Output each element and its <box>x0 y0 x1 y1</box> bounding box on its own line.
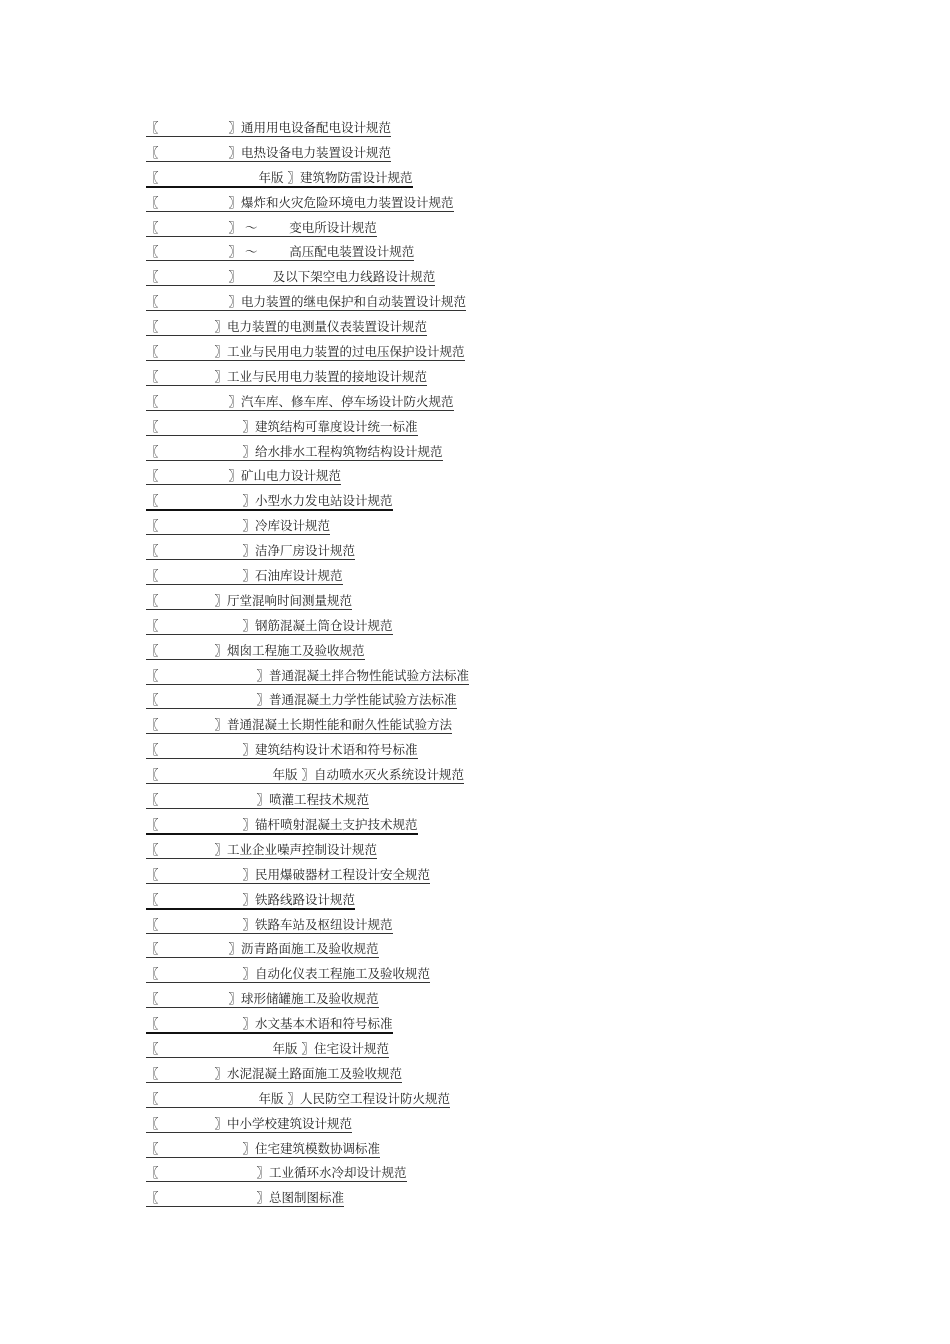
standard-link[interactable] <box>146 742 418 759</box>
list-item <box>146 442 469 467</box>
list-item <box>146 193 469 218</box>
standard-link[interactable] <box>146 966 430 983</box>
open-bracket: 〖 <box>146 1040 159 1056</box>
list-item <box>146 815 469 840</box>
list-item <box>146 342 469 367</box>
list-item <box>146 143 469 168</box>
list-item <box>146 218 469 243</box>
standard-link[interactable] <box>146 1066 402 1083</box>
list-item <box>146 765 469 790</box>
open-bracket: 〖 <box>146 219 159 235</box>
list-item <box>146 242 469 267</box>
list-item <box>146 964 469 989</box>
standard-link[interactable] <box>146 344 465 361</box>
standard-link[interactable] <box>146 717 452 734</box>
open-bracket: 〖 <box>146 1140 159 1156</box>
open-bracket: 〖 <box>146 816 159 832</box>
open-bracket: 〖 <box>146 891 159 907</box>
open-bracket: 〖 <box>146 1165 159 1181</box>
standard-link[interactable] <box>146 244 414 261</box>
standard-title: 〗中小学校建筑设计规范 <box>214 1115 353 1131</box>
list-item <box>146 1139 469 1164</box>
standard-title: 〗冷库设计规范 <box>242 518 331 534</box>
open-bracket: 〖 <box>146 144 159 160</box>
standard-link[interactable] <box>146 593 352 610</box>
standard-title: 〗汽车库、修车库、停车场设计防火规范 <box>228 393 454 409</box>
standard-link[interactable] <box>146 991 379 1008</box>
open-bracket: 〖 <box>146 468 159 484</box>
open-bracket: 〖 <box>146 368 159 384</box>
standard-title: 〗工业与民用电力装置的过电压保护设计规范 <box>214 344 465 360</box>
list-item <box>146 466 469 491</box>
standard-link[interactable] <box>146 817 418 835</box>
standard-title: 〗电力装置的继电保护和自动装置设计规范 <box>228 294 467 310</box>
standard-title: 〗锚杆喷射混凝土支护技术规范 <box>242 816 418 832</box>
list-item <box>146 1188 469 1213</box>
open-bracket: 〖 <box>146 667 159 683</box>
standard-link[interactable] <box>146 1041 389 1058</box>
standard-title: 〗住宅建筑模数协调标准 <box>242 1140 381 1156</box>
list-item <box>146 541 469 566</box>
standard-title: 〗总图制图标准 <box>256 1190 345 1206</box>
list-item <box>146 915 469 940</box>
open-bracket: 〖 <box>146 866 159 882</box>
standard-title: 〗民用爆破器材工程设计安全规范 <box>242 866 431 882</box>
list-item <box>146 840 469 865</box>
standard-link[interactable] <box>146 618 393 635</box>
list-item <box>146 566 469 591</box>
list-item <box>146 591 469 616</box>
open-bracket: 〖 <box>146 269 159 285</box>
standard-title: 〗矿山电力设计规范 <box>228 468 342 484</box>
standard-title: 〗普通混凝土拌合物性能试验方法标准 <box>256 667 470 683</box>
standard-link[interactable] <box>146 842 377 859</box>
list-item <box>146 939 469 964</box>
open-bracket: 〖 <box>146 169 159 185</box>
standard-link[interactable] <box>146 444 443 461</box>
open-bracket: 〖 <box>146 344 159 360</box>
open-bracket: 〖 <box>146 120 159 135</box>
standard-link[interactable] <box>146 1141 380 1158</box>
list-item <box>146 790 469 815</box>
open-bracket: 〖 <box>146 1016 159 1032</box>
open-bracket: 〖 <box>146 742 159 758</box>
standard-link[interactable] <box>146 892 355 910</box>
standard-link[interactable] <box>146 518 330 535</box>
open-bracket: 〖 <box>146 1065 159 1081</box>
standard-link[interactable] <box>146 867 430 884</box>
list-item <box>146 417 469 442</box>
standard-title: 〗喷灌工程技术规范 <box>256 792 370 808</box>
standard-title: 〗洁净厂房设计规范 <box>242 543 356 559</box>
list-item <box>146 1014 469 1039</box>
standard-title: 〗电热设备电力装置设计规范 <box>228 144 392 160</box>
open-bracket: 〖 <box>146 518 159 534</box>
standard-link[interactable] <box>146 319 427 336</box>
standard-link[interactable] <box>146 120 391 137</box>
open-bracket: 〖 <box>146 941 159 957</box>
list-item <box>146 890 469 915</box>
open-bracket: 〖 <box>146 841 159 857</box>
open-bracket: 〖 <box>146 393 159 409</box>
standard-link[interactable] <box>146 369 427 386</box>
standard-link[interactable] <box>146 917 393 934</box>
standard-title: 〗厅堂混响时间测量规范 <box>214 592 353 608</box>
list-item <box>146 865 469 890</box>
open-bracket: 〖 <box>146 244 159 260</box>
standard-link[interactable] <box>146 419 418 436</box>
standard-link[interactable] <box>146 394 454 411</box>
standard-title: 〗普通混凝土力学性能试验方法标准 <box>256 692 457 708</box>
standard-title: 〗沥青路面施工及验收规范 <box>228 941 379 957</box>
standard-link[interactable] <box>146 1116 352 1133</box>
standard-title: 〗 及以下架空电力线路设计规范 <box>228 269 436 285</box>
open-bracket: 〖 <box>146 1115 159 1131</box>
standard-title: 〗水泥混凝土路面施工及验收规范 <box>214 1065 403 1081</box>
standard-title: 〗工业循环水冷却设计规范 <box>256 1165 407 1181</box>
standard-title: 〗 ～ 变电所设计规范 <box>228 219 377 235</box>
open-bracket: 〖 <box>146 319 159 335</box>
list-item <box>146 516 469 541</box>
standard-link[interactable] <box>146 668 469 685</box>
standard-link[interactable] <box>146 643 365 660</box>
open-bracket: 〖 <box>146 418 159 434</box>
standard-link[interactable] <box>146 493 393 511</box>
standard-title: 〗普通混凝土长期性能和耐久性能试验方法 <box>214 717 453 733</box>
standard-link[interactable] <box>146 767 464 784</box>
standard-title: 〗水文基本术语和符号标准 <box>242 1016 393 1032</box>
list-item <box>146 616 469 641</box>
open-bracket: 〖 <box>146 717 159 733</box>
standard-title: 年版 〗自动喷水灭火系统设计规范 <box>272 767 464 783</box>
standard-link[interactable] <box>146 195 454 212</box>
list-item <box>146 1163 469 1188</box>
standard-title: 〗建筑结构设计术语和符号标准 <box>242 742 418 758</box>
list-item <box>146 292 469 317</box>
standard-link[interactable] <box>146 568 343 585</box>
standard-title: 〗 ～ 高压配电装置设计规范 <box>228 244 415 260</box>
open-bracket: 〖 <box>146 617 159 633</box>
open-bracket: 〖 <box>146 1190 159 1206</box>
standard-title: 〗铁路车站及枢纽设计规范 <box>242 916 393 932</box>
standard-title: 〗工业企业噪声控制设计规范 <box>214 841 378 857</box>
standard-link[interactable] <box>146 1016 393 1034</box>
standard-title: 〗烟囱工程施工及验收规范 <box>214 642 365 658</box>
standard-link[interactable] <box>146 792 369 809</box>
standard-title: 〗球形储罐施工及验收规范 <box>228 991 379 1007</box>
standard-link[interactable] <box>146 692 457 709</box>
standard-title: 〗工业与民用电力装置的接地设计规范 <box>214 368 428 384</box>
standard-title: 年版 〗建筑物防雷设计规范 <box>258 169 413 185</box>
standard-title: 〗铁路线路设计规范 <box>242 891 356 907</box>
list-item <box>146 367 469 392</box>
list-item <box>146 118 469 143</box>
standard-link[interactable] <box>146 269 435 286</box>
open-bracket: 〖 <box>146 443 159 459</box>
open-bracket: 〖 <box>146 692 159 708</box>
standard-link[interactable] <box>146 294 466 311</box>
standards-list <box>146 118 469 1213</box>
list-item <box>146 392 469 417</box>
list-item <box>146 1089 469 1114</box>
open-bracket: 〖 <box>146 991 159 1007</box>
open-bracket: 〖 <box>146 767 159 783</box>
standard-link[interactable] <box>146 145 391 162</box>
open-bracket: 〖 <box>146 916 159 932</box>
standard-title: 〗电力装置的电测量仪表装置设计规范 <box>214 319 428 335</box>
open-bracket: 〖 <box>146 642 159 658</box>
list-item <box>146 491 469 516</box>
standard-title: 〗爆炸和火灾危险环境电力装置设计规范 <box>228 194 454 210</box>
standard-link[interactable] <box>146 170 413 188</box>
standard-title: 〗建筑结构可靠度设计统一标准 <box>242 418 418 434</box>
open-bracket: 〖 <box>146 966 159 982</box>
open-bracket: 〖 <box>146 792 159 808</box>
standard-link[interactable] <box>146 1091 450 1108</box>
list-item <box>146 715 469 740</box>
standard-link[interactable] <box>146 1165 407 1182</box>
list-item <box>146 1064 469 1089</box>
standard-title: 〗小型水力发电站设计规范 <box>242 493 393 509</box>
standard-title: 年版 〗住宅设计规范 <box>272 1040 389 1056</box>
list-item <box>146 1039 469 1064</box>
standard-title: 〗通用用电设备配电设计规范 <box>228 120 392 135</box>
list-item <box>146 666 469 691</box>
list-item <box>146 317 469 342</box>
standard-title: 〗钢筋混凝土筒仓设计规范 <box>242 617 393 633</box>
open-bracket: 〖 <box>146 493 159 509</box>
standard-link[interactable] <box>146 468 341 485</box>
standard-link[interactable] <box>146 941 379 958</box>
open-bracket: 〖 <box>146 1090 159 1106</box>
standard-link[interactable] <box>146 543 355 560</box>
standard-link[interactable] <box>146 220 377 237</box>
standard-link[interactable] <box>146 1190 344 1207</box>
list-item <box>146 1114 469 1139</box>
standard-title: 〗给水排水工程构筑物结构设计规范 <box>242 443 443 459</box>
open-bracket: 〖 <box>146 194 159 210</box>
open-bracket: 〖 <box>146 592 159 608</box>
list-item <box>146 267 469 292</box>
list-item <box>146 690 469 715</box>
open-bracket: 〖 <box>146 294 159 310</box>
list-item <box>146 168 469 193</box>
open-bracket: 〖 <box>146 568 159 584</box>
standard-title: 〗自动化仪表工程施工及验收规范 <box>242 966 431 982</box>
list-item <box>146 641 469 666</box>
standard-title: 年版 〗人民防空工程设计防火规范 <box>258 1090 450 1106</box>
standard-title: 〗石油库设计规范 <box>242 568 343 584</box>
list-item <box>146 989 469 1014</box>
open-bracket: 〖 <box>146 543 159 559</box>
list-item <box>146 740 469 765</box>
